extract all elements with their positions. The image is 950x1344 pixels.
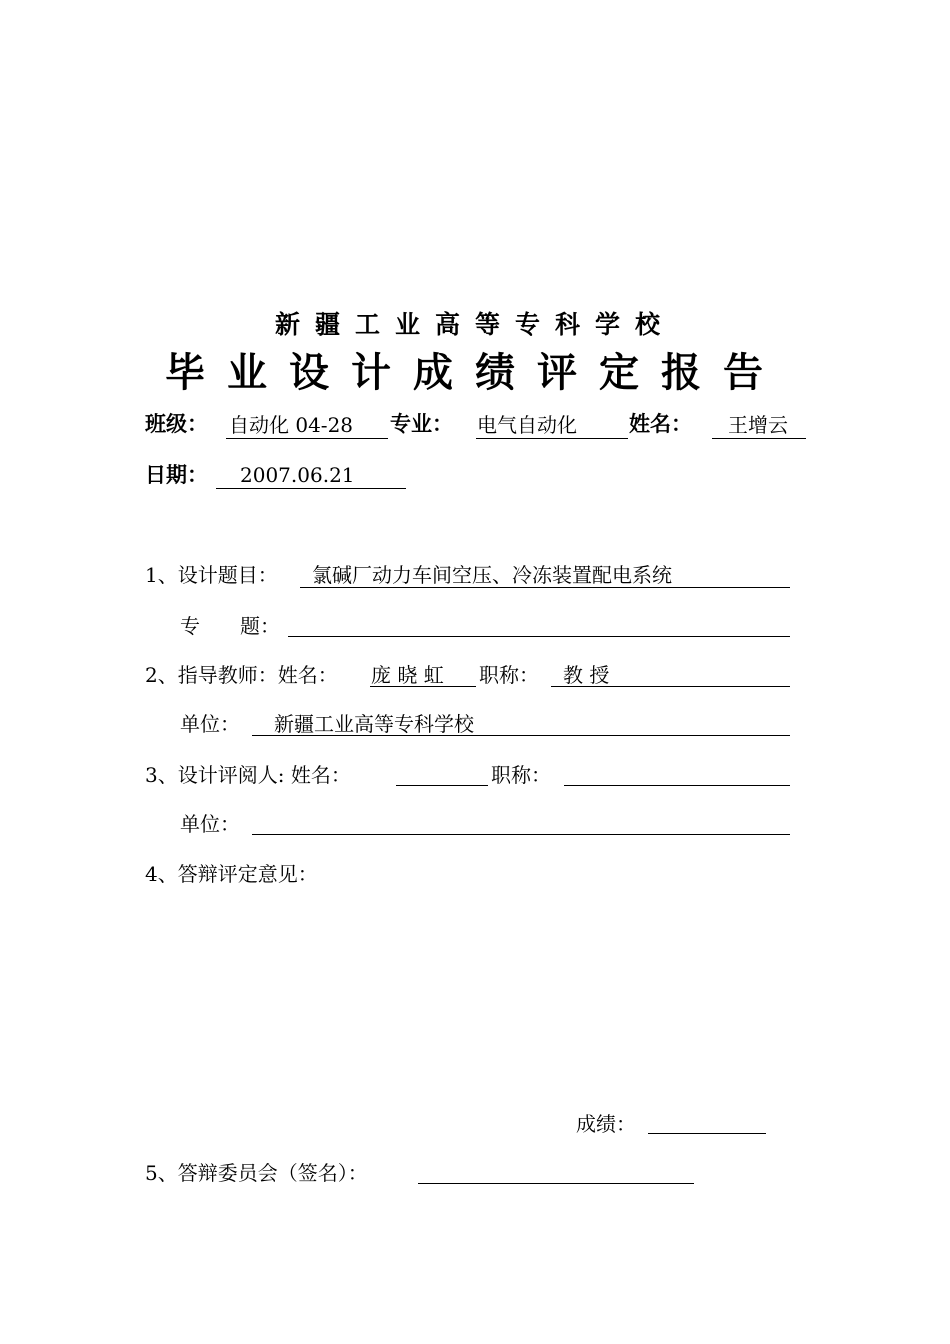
major-value: 电气自动化	[477, 413, 577, 437]
subtopic-underline	[288, 612, 790, 637]
reviewer-unit-underline	[252, 810, 790, 835]
name-label: 姓名：	[629, 412, 692, 436]
date-label: 日期：	[145, 463, 208, 487]
class-label: 班级：	[145, 412, 208, 436]
advisor-name: 庞 晓 虹	[371, 663, 444, 687]
grade-underline	[648, 1109, 766, 1134]
school-name: 新疆工业高等专科学校	[274, 310, 675, 339]
committee-label: 5、答辩委员会（签名）：	[145, 1161, 368, 1185]
reviewer-name-underline	[396, 761, 488, 786]
date-value: 2007.06.21	[240, 463, 355, 487]
advisor-label: 2、指导教师：姓名：	[145, 663, 338, 687]
topic-value: 氯碱厂动力车间空压、冷冻装置配电系统	[312, 563, 672, 587]
name-value: 王增云	[728, 413, 788, 437]
defense-label: 4、答辩评定意见：	[145, 862, 318, 886]
class-value: 自动化 04-28	[229, 413, 354, 437]
advisor-title-label: 职称：	[479, 663, 539, 687]
reviewer-title-label: 职称：	[491, 763, 551, 787]
major-label: 专业：	[390, 412, 453, 436]
committee-underline	[418, 1159, 694, 1184]
reviewer-unit-label: 单位：	[180, 812, 240, 836]
reviewer-title-underline	[564, 761, 790, 786]
advisor-unit-label: 单位：	[180, 712, 240, 736]
advisor-title: 教 授	[563, 663, 610, 687]
topic-label: 1、设计题目：	[145, 563, 278, 587]
subtopic-label: 专 题：	[180, 614, 280, 638]
report-title: 毕业设计成绩评定报告	[165, 349, 785, 396]
grade-label: 成绩：	[576, 1112, 636, 1136]
advisor-unit: 新疆工业高等专科学校	[274, 712, 474, 736]
reviewer-label: 3、设计评阅人: 姓名：	[145, 763, 351, 787]
